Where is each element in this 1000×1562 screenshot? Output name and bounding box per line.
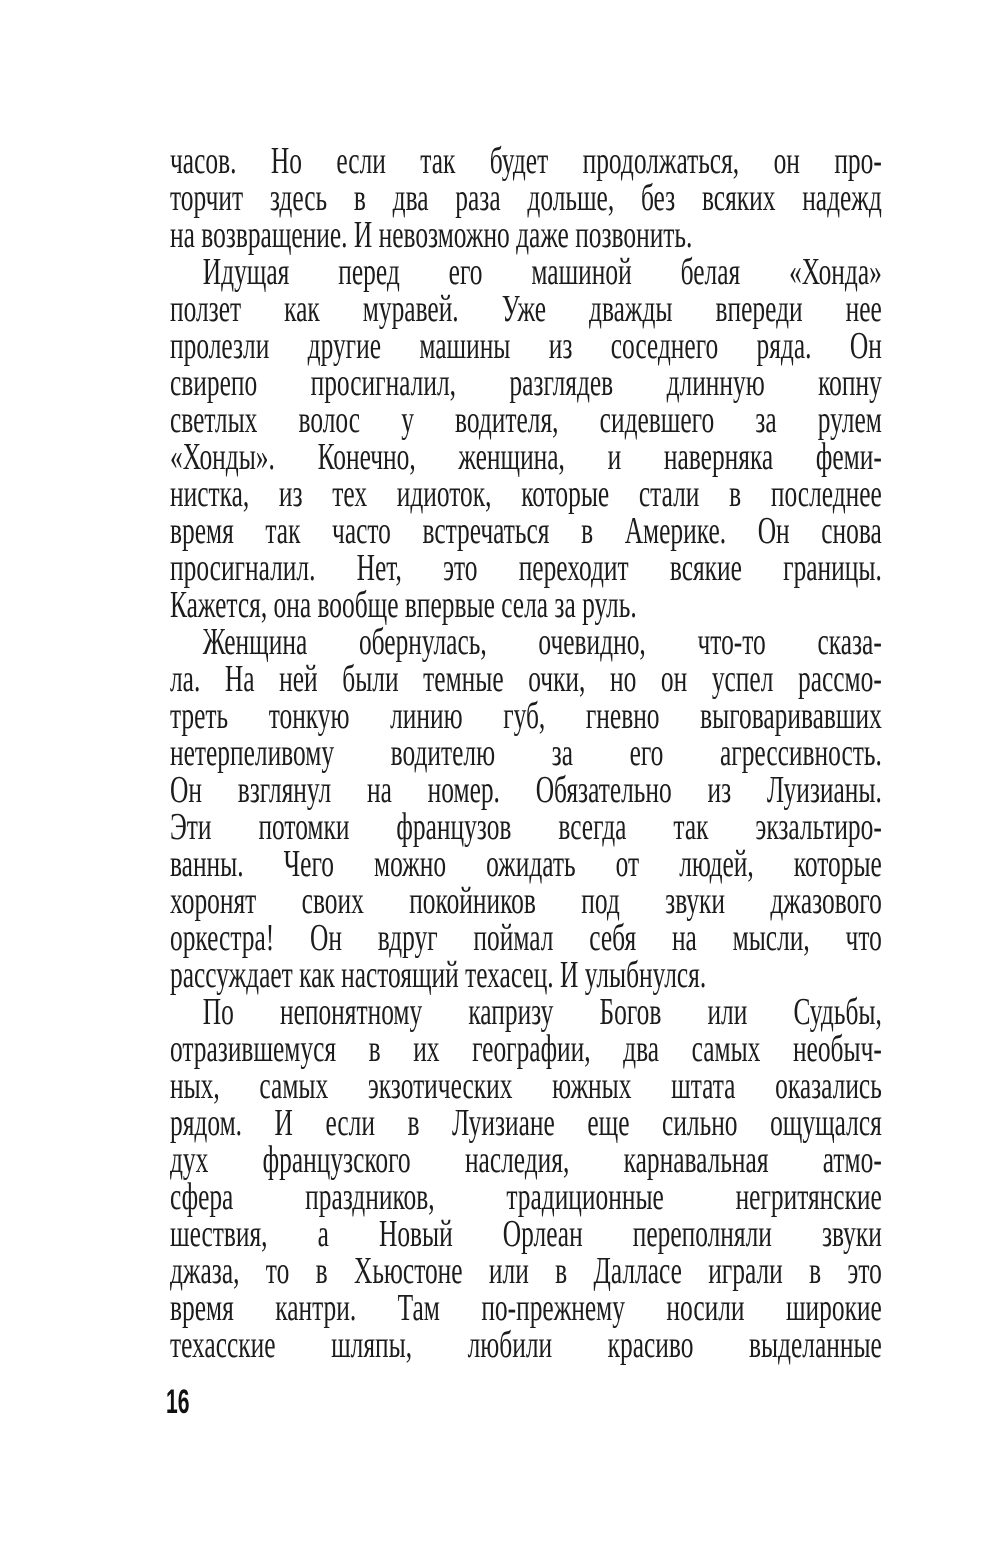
- text-line: Эти потомки французов всегда так экзальтиро-: [170, 806, 882, 848]
- text-line: время кантри. Там по-прежнему носили широкие: [170, 1287, 882, 1329]
- text-line: рядом. И если в Луизиане еще сильно ощущался: [170, 1102, 882, 1144]
- text-line: свирепо просигналил, разглядев длинную копну: [170, 362, 882, 404]
- text-line: Он взглянул на номер. Обязательно из Луизианы.: [170, 769, 882, 811]
- text-line: отразившемуся в их географии, два самых необыч-: [170, 1028, 882, 1070]
- text-line: нистка, из тех идиоток, которые стали в последнее: [170, 473, 882, 515]
- text-line: на возвращение. И невозможно даже позвонить.: [170, 214, 693, 256]
- text-line: сфера праздников, традиционные негритянские: [170, 1176, 882, 1218]
- text-line: Кажется, она вообще впервые села за руль.: [170, 584, 637, 626]
- text-line: По непонятному капризу Богов или Судьбы,: [202, 991, 882, 1033]
- text-line: Женщина обернулась, очевидно, что-то сказа-: [202, 621, 882, 663]
- text-block: [170, 140, 882, 1366]
- text-line: дух французского наследия, карнавальная атмо-: [170, 1139, 882, 1181]
- text-line: «Хонды». Конечно, женщина, и наверняка феми-: [170, 436, 882, 478]
- text-line: просигналил. Нет, это переходит всякие границы.: [170, 547, 882, 589]
- text-line: шествия, а Новый Орлеан переполняли звуки: [170, 1213, 882, 1255]
- text-line: Идущая перед его машиной белая «Хонда»: [202, 251, 882, 293]
- text-line: нетерпеливому водителю за его агрессивность.: [170, 732, 882, 774]
- text-line: часов. Но если так будет продолжаться, он про-: [170, 140, 882, 182]
- text-line: хоронят своих покойников под звуки джазового: [170, 880, 882, 922]
- text-line: светлых волос у водителя, сидевшего за рулем: [170, 399, 882, 441]
- text-line: торчит здесь в два раза дольше, без всяких надежд: [170, 177, 882, 219]
- text-line: время так часто встречаться в Америке. Он снова: [170, 510, 882, 552]
- text-line: пролезли другие машины из соседнего ряда. Он: [170, 325, 882, 367]
- text-line: ванны. Чего можно ожидать от людей, которые: [170, 843, 882, 885]
- text-line: ных, самых экзотических южных штата оказались: [170, 1065, 882, 1107]
- text-line: треть тонкую линию губ, гневно выговаривавших: [170, 695, 882, 737]
- text-line: джаза, то в Хьюстоне или в Далласе играли в это: [170, 1250, 882, 1292]
- text-line: ла. На ней были темные очки, но он успел рассмо-: [170, 658, 882, 700]
- text-line: техасские шляпы, любили красиво выделанные: [170, 1324, 882, 1366]
- page-number: 16: [166, 1383, 190, 1421]
- text-line: ползет как муравей. Уже дважды впереди нее: [170, 288, 882, 330]
- text-line: рассуждает как настоящий техасец. И улыбнулся.: [170, 954, 707, 996]
- text-line: оркестра! Он вдруг поймал себя на мысли, что: [170, 917, 882, 959]
